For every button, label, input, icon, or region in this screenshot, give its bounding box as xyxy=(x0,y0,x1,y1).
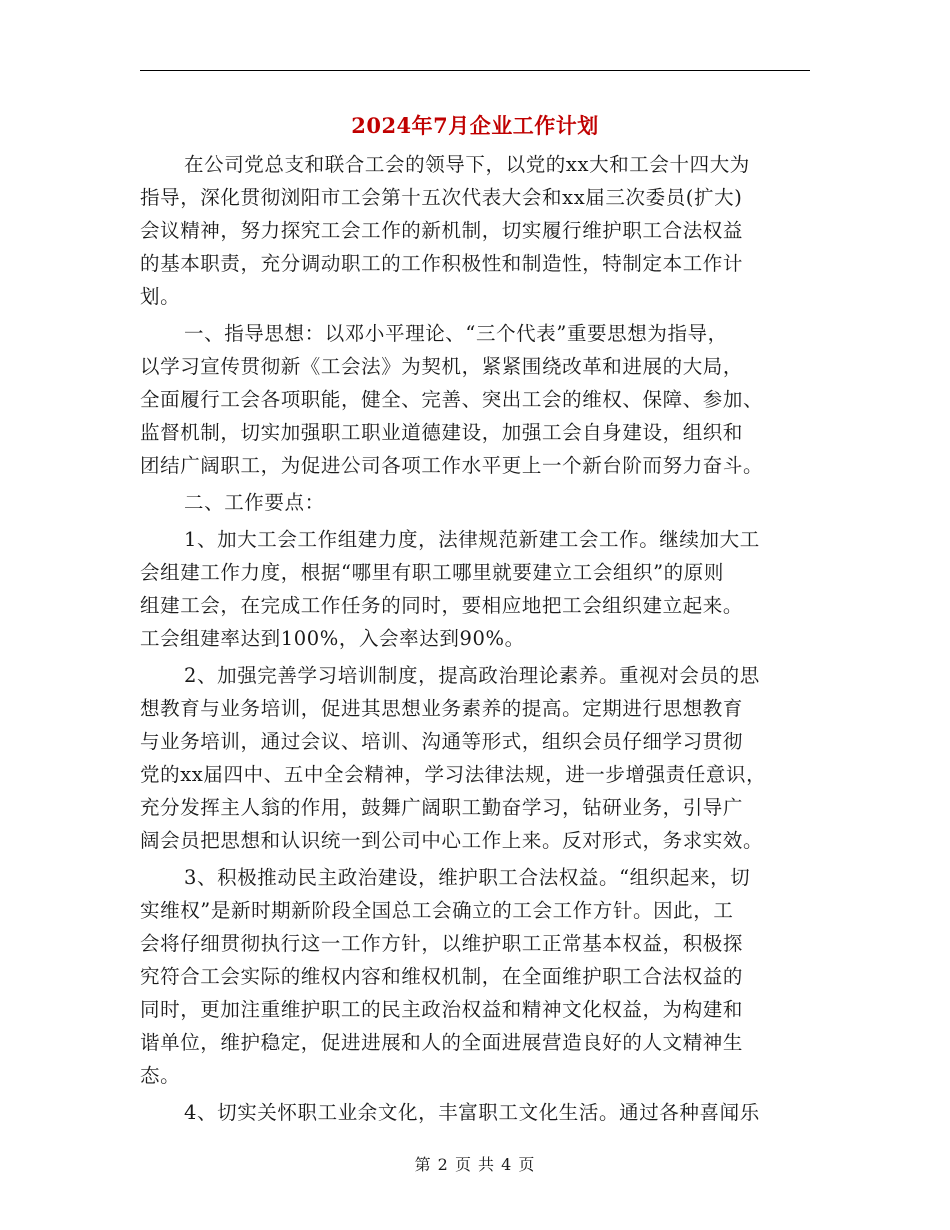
text-line: 会议精神，努力探究工会工作的新机制，切实履行维护职工合法权益 xyxy=(140,219,744,242)
text-line: 会组建工作力度，根据“哪里有职工哪里就要建立工会组织”的原则 xyxy=(140,561,724,584)
text-line: 与业务培训，通过会议、培训、沟通等形式，组织会员仔细学习贯彻 xyxy=(140,730,744,753)
text-line: 划。 xyxy=(140,285,181,308)
text-line: 工会组建率达到100%，入会率达到90%。 xyxy=(140,627,525,650)
text-line: 谐单位，维护稳定，促进进展和人的全面进展营造良好的人文精神生 xyxy=(140,1031,744,1054)
header-rule xyxy=(140,70,810,71)
text-line: 党的xx届四中、五中全会精神，学习法律法规，进一步增强责任意识， xyxy=(140,763,767,786)
text-line: 在公司党总支和联合工会的领导下，以党的xx大和工会十四大为 xyxy=(184,153,750,176)
text-line: 态。 xyxy=(140,1064,181,1087)
text-line: 组建工会，在完成工作任务的同时，要相应地把工会组织建立起来。 xyxy=(140,594,744,617)
text-line: 2、加强完善学习培训制度，提高政治理论素养。重视对会员的思 xyxy=(184,664,760,687)
section-heading: 一、指导思想：以邓小平理论、“三个代表”重要思想为指导， xyxy=(184,322,728,345)
text-line: 4、切实关怀职工业余文化，丰富职工文化生活。通过各种喜闻乐 xyxy=(184,1101,760,1124)
text-line: 实维权”是新时期新阶段全国总工会确立的工会工作方针。因此，工 xyxy=(140,899,734,922)
text-line: 同时，更加注重维护职工的民主政治权益和精神文化权益，为构建和 xyxy=(140,998,744,1021)
text-line: 全面履行工会各项职能，健全、完善、突出工会的维权、保障、参加、 xyxy=(140,388,764,411)
text-line: 阔会员把思想和认识统一到公司中心工作上来。反对形式，务求实效。 xyxy=(140,829,764,852)
section-heading: 二、工作要点： xyxy=(184,491,325,514)
text-line: 充分发挥主人翁的作用，鼓舞广阔职工勤奋学习，钻研业务，引导广 xyxy=(140,796,744,819)
text-line: 指导，深化贯彻浏阳市工会第十五次代表大会和xx届三次委员(扩大) xyxy=(140,186,743,209)
text-line: 的基本职责，充分调动职工的工作积极性和制造性，特制定本工作计 xyxy=(140,252,744,275)
text-line: 会将仔细贯彻执行这一工作方针，以维护职工正常基本权益，积极探 xyxy=(140,932,744,955)
text-line: 想教育与业务培训，促进其思想业务素养的提高。定期进行思想教育 xyxy=(140,697,744,720)
text-line: 监督机制，切实加强职工职业道德建设，加强工会自身建设，组织和 xyxy=(140,421,744,444)
document-body xyxy=(140,148,810,1129)
text-line: 1、加大工会工作组建力度，法律规范新建工会工作。继续加大工 xyxy=(184,528,760,551)
text-line: 团结广阔职工，为促进公司各项工作水平更上一个新台阶而努力奋斗。 xyxy=(140,454,764,477)
page-footer: 第 2 页 共 4 页 xyxy=(414,1155,536,1174)
text-line: 究符合工会实际的维权内容和维权机制，在全面维护职工合法权益的 xyxy=(140,965,744,988)
page-title: 2024年7月企业工作计划 xyxy=(351,113,599,138)
text-line: 以学习宣传贯彻新《工会法》为契机，紧紧围绕改革和进展的大局， xyxy=(140,355,744,378)
text-line: 3、积极推动民主政治建设，维护职工合法权益。“组织起来，切 xyxy=(184,866,751,889)
